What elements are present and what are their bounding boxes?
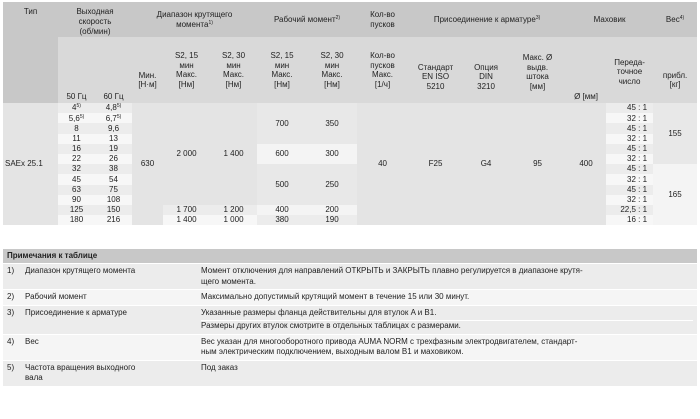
note-row	[3, 360, 697, 386]
tr15-cell: 1 400	[163, 215, 210, 225]
note-description-line: Момент отключения для направлений ОТКРЫТЬ и ЗАКРЫТЬ плавно регулируется в диапазоне крутя-	[201, 266, 583, 275]
min-nm-cell: 630	[132, 103, 163, 225]
col-approx: прибл. [кг]	[653, 37, 697, 103]
note-row	[3, 263, 697, 289]
note-term-line: Частота вращения выходного	[25, 362, 136, 372]
speed-50hz-cell: 5,6$^{5)}$	[58, 113, 95, 123]
note-number: 5)	[7, 362, 15, 372]
speed-50hz-cell: 63	[58, 185, 95, 195]
speed-60hz-cell: 6,7$^{5)}$	[95, 113, 132, 123]
notes-title: Примечания к таблице	[3, 249, 697, 263]
note-description	[195, 337, 697, 358]
col-torque-range: Диапазон крутящего момента$^{1)}$	[132, 2, 257, 37]
note-description	[195, 292, 697, 303]
note-number: 2)	[7, 292, 15, 301]
rt15-cell: 380	[257, 215, 307, 225]
speed-50hz-cell: 22	[58, 154, 95, 164]
speed-50hz-cell: 8	[58, 123, 95, 133]
type-cell: SAEx 25.1	[3, 103, 58, 225]
col-min-nm: Мин. [Н·м]	[132, 37, 163, 103]
col-stem: Макс. Ø выдв. штока [мм]	[509, 37, 566, 103]
table-row	[3, 103, 697, 113]
note-description-line: ным электрическим подключением, выходным валом B1 и маховиком.	[201, 347, 464, 356]
note-description	[195, 266, 697, 287]
col-en-iso: Стандарт EN ISO 5210	[408, 37, 463, 103]
col-diameter: Ø [мм]	[566, 37, 606, 103]
ratio-cell: 45 : 1	[606, 144, 653, 154]
note-term	[21, 266, 195, 287]
ratio-cell: 32 : 1	[606, 134, 653, 144]
rt15-cell: 500	[257, 164, 307, 205]
note-number: 3)	[7, 307, 15, 317]
note-row	[3, 305, 697, 334]
speed-60hz-cell: 216	[95, 215, 132, 225]
ratio-cell: 32 : 1	[606, 195, 653, 205]
note-description-line: Максимально допустимый крутящий момент в течение 15 или 30 минут.	[201, 292, 470, 301]
ratio-cell: 45 : 1	[606, 103, 653, 113]
note-description	[195, 363, 697, 384]
col-ratio: Переда- точное число	[606, 37, 653, 103]
note-description-line: щего момента.	[201, 276, 256, 286]
note-row	[3, 289, 697, 305]
note-term-line: Рабочий момент	[25, 292, 87, 301]
tr30-cell: 1 200	[210, 205, 257, 215]
col-valve-attach: Присоединение к арматуре$^{3)}$	[408, 2, 566, 37]
rt15-cell: 600	[257, 144, 307, 164]
header-row-2	[3, 37, 697, 103]
speed-60hz-cell: 13	[95, 134, 132, 144]
speed-50hz-cell: 180	[58, 215, 95, 225]
ratio-cell: 16 : 1	[606, 215, 653, 225]
ratio-cell: 45 : 1	[606, 164, 653, 174]
ratio-cell: 45 : 1	[606, 185, 653, 195]
col-tr-s2-30: S2, 30 мин Макс. [Нм]	[210, 37, 257, 103]
col-rt-s2-15: S2, 15 мин Макс. [Нм]	[257, 37, 307, 103]
notes-list	[3, 263, 697, 386]
notes-section	[3, 249, 697, 386]
col-starts-max: Кол-во пусков Макс. [1/ч]	[357, 37, 408, 103]
note-number: 1)	[7, 266, 15, 275]
col-50hz: 50 Гц	[58, 37, 95, 103]
col-weight: Вес$^{4)}$	[653, 2, 697, 37]
note-term	[21, 337, 195, 358]
speed-60hz-cell: 26	[95, 154, 132, 164]
note-row	[3, 334, 697, 360]
ratio-cell: 32 : 1	[606, 154, 653, 164]
tr30-cell: 1 400	[210, 103, 257, 205]
speed-50hz-cell: 16	[58, 144, 95, 154]
col-output-speed: Выходная скорость (об/мин)	[58, 2, 132, 37]
rt30-cell: 350	[307, 103, 357, 144]
rt30-cell: 190	[307, 215, 357, 225]
note-term	[21, 308, 195, 332]
rt30-cell: 200	[307, 205, 357, 215]
rt15-cell: 700	[257, 103, 307, 144]
ratio-cell: 32 : 1	[606, 113, 653, 123]
note-number: 4)	[7, 336, 15, 346]
note-term-line: Диапазон крутящего момента	[25, 266, 136, 275]
speed-60hz-cell: 19	[95, 144, 132, 154]
speed-50hz-cell: 45	[58, 174, 95, 184]
ratio-cell: 32 : 1	[606, 174, 653, 184]
note-term-line: Вес	[25, 336, 39, 346]
header-row-1	[3, 2, 697, 37]
note-description-line: Вес указан для многооборотного привода AUMA NORM с трехфазным электродвигателем, стандарт-	[201, 336, 578, 346]
note-description-line: Размеры других втулок смотрите в отдельных таблицах с размерами.	[201, 320, 693, 332]
tr30-cell: 1 000	[210, 215, 257, 225]
ratio-cell: 22,5 : 1	[606, 205, 653, 215]
speed-50hz-cell: 4$^{5)}$	[58, 103, 95, 113]
col-60hz: 60 Гц	[95, 37, 132, 103]
col-tr-s2-15: S2, 15 мин Макс. [Нм]	[163, 37, 210, 103]
speed-50hz-cell: 32	[58, 164, 95, 174]
note-term	[21, 363, 195, 384]
speed-60hz-cell: 9,6	[95, 123, 132, 133]
speed-50hz-cell: 11	[58, 134, 95, 144]
tr15-cell: 2 000	[163, 103, 210, 205]
speed-50hz-cell: 125	[58, 205, 95, 215]
starts-cell: 40	[357, 103, 408, 225]
rt30-cell: 250	[307, 164, 357, 205]
en-iso-cell: F25	[408, 103, 463, 225]
din-cell: G4	[463, 103, 509, 225]
speed-50hz-cell: 90	[58, 195, 95, 205]
stem-cell: 95	[509, 103, 566, 225]
note-term	[21, 292, 195, 303]
speed-60hz-cell: 75	[95, 185, 132, 195]
note-term-line: Присоединение к арматуре	[25, 307, 127, 317]
speed-60hz-cell: 38	[95, 164, 132, 174]
speed-60hz-cell: 54	[95, 174, 132, 184]
speed-60hz-cell: 150	[95, 205, 132, 215]
note-description-line: Указанные размеры фланца действительны для втулок A и B1.	[201, 307, 437, 317]
tr15-cell: 1 700	[163, 205, 210, 215]
weight-cell: 165	[653, 164, 697, 225]
speed-60hz-cell: 108	[95, 195, 132, 205]
col-starts: Кол-во пусков	[357, 2, 408, 37]
col-din: Опция DIN 3210	[463, 37, 509, 103]
col-rt-s2-30: S2, 30 мин Макс. [Нм]	[307, 37, 357, 103]
note-term-line: вала	[25, 373, 43, 382]
note-description-line: Под заказ	[201, 362, 238, 372]
col-running-torque: Рабочий момент$^{2)}$	[257, 2, 357, 37]
rt30-cell: 300	[307, 144, 357, 164]
table-body	[3, 103, 697, 225]
col-type: Тип	[3, 2, 58, 103]
note-description	[195, 308, 697, 332]
diameter-cell: 400	[566, 103, 606, 225]
spec-table	[3, 2, 697, 225]
speed-60hz-cell: 4,8$^{5)}$	[95, 103, 132, 113]
weight-cell: 155	[653, 103, 697, 164]
ratio-cell: 45 : 1	[606, 123, 653, 133]
rt15-cell: 400	[257, 205, 307, 215]
col-handwheel: Маховик	[566, 2, 653, 37]
